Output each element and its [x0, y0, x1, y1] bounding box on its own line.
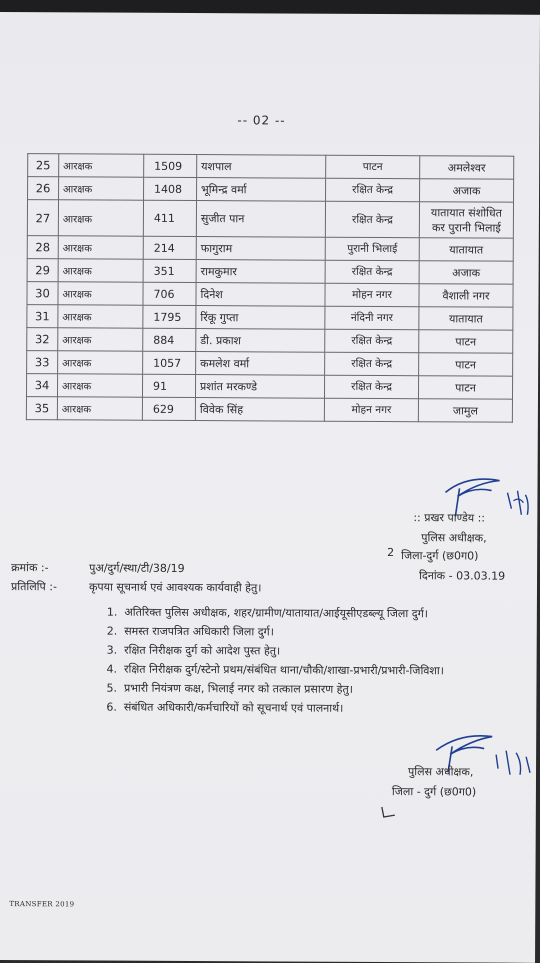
list-text: संबंधित अधिकारी/कर्मचारियों को सूचनार्थ एवं पालनार्थ। [123, 700, 344, 715]
serial-cell: 26 [28, 177, 59, 200]
list-number: 1. [106, 605, 118, 619]
from-posting-cell: पाटन [326, 155, 420, 178]
table-row [27, 282, 513, 308]
table-row [27, 259, 513, 285]
to-posting-cell: पाटन [418, 376, 512, 399]
to-posting-cell: पाटन [419, 353, 513, 376]
order-date: दिनांक - 03.03.19 [419, 569, 506, 583]
from-posting-cell: रक्षित केन्द्र [325, 352, 419, 375]
name-cell: दिनेश [196, 283, 325, 307]
name-cell: डी. प्रकाश [196, 329, 325, 353]
serial-cell: 31 [27, 305, 58, 328]
table-row [28, 154, 514, 180]
from-posting-cell: मोहन नगर [324, 398, 418, 421]
from-posting-cell: नंदिनी नगर [325, 306, 419, 329]
serial-cell: 27 [27, 200, 58, 236]
list-number: 3. [106, 643, 118, 657]
list-number: 6. [106, 700, 117, 714]
rank-cell: आरक्षक [58, 351, 143, 374]
from-posting-cell: रक्षित केन्द्र [325, 260, 419, 283]
rank-cell: आरक्षक [58, 305, 143, 328]
list-number: 2. [106, 624, 118, 638]
name-cell: रिंकू गुप्ता [196, 306, 325, 330]
to-posting-cell: यातायात [419, 238, 513, 261]
rank-cell: आरक्षक [57, 397, 142, 420]
list-text: समस्त राजपत्रित अधिकारी जिला दुर्ग। [124, 624, 274, 639]
rank-cell: आरक्षक [58, 200, 143, 236]
page-number: -- 02 -- [237, 113, 286, 128]
badge-number-cell: 351 [143, 259, 196, 282]
transfer-table [26, 153, 514, 423]
rank-cell: आरक्षक [58, 328, 143, 351]
document-page [0, 12, 540, 963]
rank-cell: आरक्षक [59, 177, 144, 200]
rank-cell: आरक्षक [57, 374, 142, 397]
margin-mark: 2 [387, 546, 395, 560]
name-cell: यशपाल [197, 155, 326, 179]
list-item [107, 660, 444, 681]
copy-list [106, 603, 444, 719]
list-number: 4. [106, 662, 118, 676]
kramank-value: पुअ/दुर्ग/स्था/टी/38/19 [89, 561, 185, 575]
table-row [27, 236, 513, 262]
badge-number-cell: 884 [143, 328, 196, 351]
list-item [107, 603, 444, 624]
badge-number-cell: 1408 [144, 177, 197, 200]
badge-number-cell: 411 [143, 200, 196, 236]
from-posting-cell: पुरानी भिलाई [325, 237, 419, 260]
table-row [28, 177, 514, 203]
serial-cell: 34 [26, 374, 57, 397]
to-posting-cell: अजाक [420, 179, 514, 202]
signatory2-district: जिला - दुर्ग (छ0ग0) [391, 785, 477, 799]
list-text: रक्षित निरीक्षक दुर्ग को आदेश पुस्त हेतु। [124, 643, 281, 658]
table-row [27, 305, 513, 331]
list-text: प्रभारी नियंत्रण कक्ष, भिलाई नगर को तत्काल प्रसारण हेतु। [123, 681, 354, 696]
from-posting-cell: रक्षित केन्द्र [326, 178, 420, 201]
name-cell: प्रशांत मरकण्डे [195, 375, 324, 399]
serial-cell: 33 [27, 351, 58, 374]
table-row [27, 351, 513, 377]
badge-number-cell: 629 [142, 397, 195, 420]
footer-label: TRANSFER 2019 [9, 900, 75, 909]
badge-number-cell: 91 [142, 374, 195, 397]
list-text: अतिरिक्त पुलिस अधीक्षक, शहर/ग्रामीण/यातायात/आईयूसीएडब्ल्यू जिला दुर्ग। [124, 605, 428, 621]
serial-cell: 32 [27, 328, 58, 351]
from-posting-cell: रक्षित केन्द्र [325, 329, 419, 352]
list-item [107, 641, 444, 662]
to-posting-cell: अमलेश्वर [420, 156, 514, 179]
badge-number-cell: 214 [143, 236, 196, 259]
to-posting-cell: जामुल [418, 399, 512, 422]
rank-cell: आरक्षक [58, 259, 143, 282]
name-cell: विवेक सिंह [195, 398, 324, 422]
to-posting-cell: यातायात संशोधित कर पुरानी भिलाई [419, 202, 513, 238]
list-text: रक्षित निरीक्षक दुर्ग/स्टेनो प्रथम/संबंधित थाना/चौकी/शाखा-प्रभारी/प्रभारी-जिविशा। [124, 662, 444, 678]
to-posting-cell: पाटन [419, 330, 513, 353]
serial-cell: 30 [27, 282, 58, 305]
serial-cell: 29 [27, 259, 58, 282]
table-row [26, 374, 512, 400]
signatory-district: जिला-दुर्ग (छ0ग0) [401, 549, 479, 563]
signatory2-designation: पुलिस अधीक्षक, [407, 765, 474, 779]
name-cell: कमलेश वर्मा [196, 352, 325, 376]
signature-2 [426, 728, 536, 791]
from-posting-cell: रक्षित केन्द्र [325, 201, 419, 237]
badge-number-cell: 1795 [143, 305, 196, 328]
table-row [26, 397, 512, 423]
to-posting-cell: वैशाली नगर [419, 284, 513, 307]
serial-cell: 25 [28, 154, 59, 177]
signatory-name: :: प्रखर पाण्डेय :: [413, 511, 486, 525]
name-cell: फागुराम [196, 237, 325, 261]
badge-number-cell: 706 [143, 282, 196, 305]
list-item [107, 622, 444, 643]
from-posting-cell: मोहन नगर [325, 283, 419, 306]
pratilipi-intro: कृपया सूचनार्थ एवं आवश्यक कार्यवाही हेतु। [88, 580, 262, 595]
list-item [106, 679, 443, 700]
pratilipi-label: प्रतिलिपि :- [10, 580, 57, 594]
table-row [27, 200, 513, 239]
to-posting-cell: अजाक [419, 261, 513, 284]
from-posting-cell: रक्षित केन्द्र [324, 375, 418, 398]
rank-cell: आरक्षक [58, 236, 143, 259]
rank-cell: आरक्षक [59, 154, 144, 177]
table-row [27, 328, 513, 354]
margin-tick [379, 804, 399, 820]
name-cell: रामकुमार [196, 260, 325, 284]
to-posting-cell: यातायात [419, 307, 513, 330]
kramank-label: क्रमांक :- [11, 561, 49, 575]
badge-number-cell: 1057 [143, 351, 196, 374]
badge-number-cell: 1509 [144, 154, 197, 177]
serial-cell: 28 [27, 236, 58, 259]
serial-cell: 35 [26, 397, 57, 420]
rank-cell: आरक्षक [58, 282, 143, 305]
signatory-designation: पुलिस अधीक्षक, [421, 531, 487, 545]
list-item [106, 698, 443, 719]
name-cell: सुजीत पान [196, 201, 325, 238]
name-cell: भूमिन्द्र वर्मा [197, 178, 326, 202]
list-number: 5. [106, 681, 117, 695]
